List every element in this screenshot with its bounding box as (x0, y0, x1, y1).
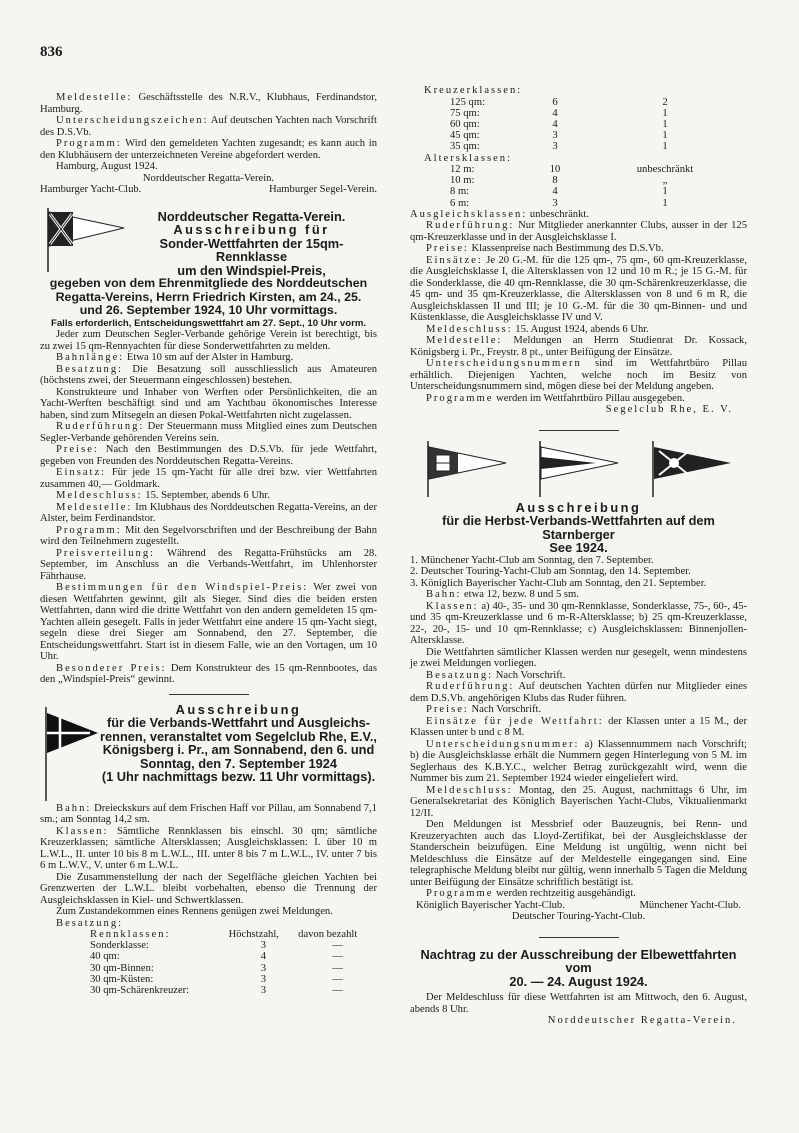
kreuzer-table (450, 97, 720, 153)
starnberg-burgees (410, 439, 747, 501)
starnberg-body (410, 589, 747, 900)
table-row (90, 974, 377, 985)
table-cell: 4 (552, 107, 558, 119)
table-cell: 1 (662, 186, 668, 198)
table-cell: — (332, 940, 343, 952)
list-item: 2. Deutscher Touring-Yacht-Club am Sonntag, den 14. September. (410, 566, 691, 578)
myc-burgee-icon (649, 439, 733, 499)
elbe-text: Der Meldeschluss für diese Wettfahrten ist am Mittwoch, den 6. August, abends 8 Uhr. (410, 992, 747, 1015)
table-cell: 3 (552, 141, 558, 153)
table-cell: 3 (552, 130, 558, 142)
rhe-body (40, 803, 377, 918)
table-cell: 35 qm: (450, 141, 480, 153)
field-text: Die Zusammenstellung der nach der Segelfläche gleichen Yachten bei Grenzwerten der L.W.L. bleibt vorbehalten, ebenso die Trennung der Ausgleichsklassen in Kiel- und Schwertklassen. (40, 871, 377, 906)
table-cell: 40 qm: (90, 951, 120, 963)
ndrv-paragraph (40, 329, 377, 352)
field-label: Meldestelle: (56, 92, 133, 103)
table-cell: „ (662, 175, 668, 187)
table-row (90, 985, 377, 996)
intro-paragraph (40, 138, 377, 161)
ndrv-header (40, 204, 377, 278)
field-label: Meldeschluss: (426, 784, 513, 796)
table-cell: 1 (662, 107, 668, 119)
ndrv-heading-6: und 26. September 1924, 10 Uhr vormittags. (79, 303, 338, 317)
ndrv-paragraph (40, 548, 377, 583)
field-label: Einsätze für jede Wettfahrt: (426, 715, 604, 727)
field-text: Nach Vorschrift. (468, 704, 542, 716)
field-label: Bahn: (426, 589, 462, 601)
field-text: Für jede 15 qm-Yacht für alle drei bzw. vier Wettfahrten zusammen 40,— Goldmark. (40, 467, 377, 490)
signature-ndrv: Norddeutscher Regatta-Verein. (142, 172, 275, 184)
field-label: Einsatz: (56, 467, 107, 478)
table-row (450, 108, 720, 119)
table-header: Rennklassen: (90, 929, 171, 940)
field-text: Sämtliche Rennklassen bis einschl. 30 qm; sämtliche Kreuzerklassen; sämtliche Altersklassen; Ausgleichsklassen: I. über 10 m L.W.L., II. unter 10 bis 8 m L.W.L., III. unter 8 bis 7 m L.W.L., IV. unter 7 bis 6 m L.W.V., V. unter 6 m L.W.L. (40, 825, 377, 871)
starnberg-paragraph (410, 739, 747, 785)
field-label: Preise: (426, 243, 469, 255)
field-text: Meldungen an Herrn Studienrat Dr. Kossack, Königsberg i. Pr., Freystr. 8 pt., unter Beifügung der Einsätze. (410, 335, 747, 358)
table-cell: unbeschränkt (636, 164, 694, 176)
kbyc-burgee-icon (424, 439, 508, 499)
rhe-paragraph (40, 872, 377, 907)
field-label: Unterscheidungsnummer: (426, 738, 580, 750)
table-cell: 30 qm-Küsten: (90, 973, 154, 985)
table-row (90, 940, 377, 951)
alters-label: Altersklassen: (424, 152, 513, 164)
field-label: Besatzung: (426, 669, 494, 681)
field-text: Wer zwei von diesen Wettfahrten gewinnt, gilt als Sieger. Sind dies die beiden ersten Wettfahrten, dann wird die dritte Wettfahrt von den andern gemeldeten 15 qm-Yachten allein gesegelt. Falls in jeder Wettfahrt eine andere 15 qm-Yacht siegt, segeln diese drei Sieger am Sonnabend, den 27. September, die Entscheidungswettfahrt. Start ist in diesem Falle, wie an den Vortagen, um 10 Uhr. (40, 582, 377, 662)
field-label: Unterscheidungszeichen: (56, 115, 209, 126)
field-text: 15. August 1924, abends 6 Uhr. (512, 323, 649, 335)
field-text: Mit den Segelvorschriften und der Beschreibung der Bahn wird den Teilnehmern zugestellt. (40, 524, 377, 547)
field-text: a) Klassennummern nach Vorschrift; b) die Ausgleichsklasse erhält die Nummern gegen Hinterlegung von 5 M. im Seglerhaus des K.B.Y.C., welcher Betrag zurückgezahlt wird, wenn die Nummer bis zum 21. September 1924 wieder eingeliefert wird. (410, 738, 747, 785)
rhe-paragraph (40, 906, 377, 918)
table-row (90, 951, 377, 962)
field-label: Preisverteilung: (56, 547, 156, 559)
kreuzer-label: Kreuzerklassen: (424, 85, 523, 96)
field-label: Einsätze: (426, 254, 483, 266)
ndrv-body (40, 329, 377, 686)
field-text: Je 20 G.-M. für die 125 qm-, 75 qm-, 60 qm-Kreuzerklasse, die Ausgleichsklasse I, die Altersklassen von 12 und 10 m R.; je 15 G.-M. für die Sonderklasse, die 40 qm-Rennklasse, die 30 qm-Schärenkreuzerklasse, die 45 qm- und 35 qm-Kreuzerklasse, die Altersklassen von 8 und 6 m R, die Ausgleichsklassen II und III; je 10 G.-M. für die 30 qm-Binnen- und und Küstenklasse, die Ausgleichsklasse IV und V. (410, 254, 747, 324)
field-label: Preise: (426, 704, 469, 716)
rhe-right-paragraph (410, 220, 747, 243)
rhe-right-paragraph (410, 324, 747, 336)
ndrv-heading-3: um den Windspiel-Preis, (177, 262, 326, 278)
field-text: Auf deutschen Yachten dürfen nur Mitglieder eines dem D.S.Vb. angehörigen Klubs das Ruder führen. (410, 681, 747, 704)
ndrv-burgee-icon (40, 204, 126, 274)
field-label: Meldeschluss: (426, 323, 513, 335)
ndrv-paragraph (40, 421, 377, 444)
table-cell: — (332, 962, 343, 974)
table-row (450, 198, 720, 209)
starnberg-paragraph (410, 647, 747, 670)
divider (169, 694, 249, 695)
field-text: Auf deutschen Yachten nach Vorschrift des D.S.Vb. (40, 115, 377, 138)
rhe-signature: Segelclub Rhe, E. V. (605, 404, 733, 416)
field-label: Meldestelle: (56, 501, 133, 513)
rhe-heading-2: für die Verbands-Wettfahrt und Ausgleichs- (106, 715, 371, 730)
table-row (450, 97, 720, 108)
field-label: Besatzung: (56, 363, 124, 375)
table-cell: 6 (552, 96, 558, 108)
signature-dtyc: Deutscher Touring-Yacht-Club. (511, 911, 646, 923)
dtyc-burgee-icon (536, 439, 620, 499)
field-text: Den Meldungen ist Messbrief oder Bauzeugnis, bei Renn- und Kreuzeryachten auch das Lloyd-Zertifikat, bei der Ausgleichsklasse der Standerschein beizufügen. Eine Meldung ist ungültig, wenn nicht bei Meldeschluss die Einsätze auf der Meldestelle eingegangen sind. Eine telegraphische Meldung bleibt nur gültig, wenn innerhalb 5 Tagen die Meldung unter Beifügung der Einsätze schriftlich bestätigt ist. (410, 819, 747, 888)
field-text: Wird den gemeldeten Yachten zugesandt; es kann auch in den Klubhäusern der unterzeichneten Vereine abgefordert werden. (40, 138, 377, 161)
starnberg-paragraph (410, 819, 747, 888)
field-label: Programm: (56, 138, 122, 149)
starnberg-heading-1: Ausschreibung (515, 499, 642, 515)
rhe-header (40, 703, 377, 803)
starnberg-paragraph (410, 670, 747, 682)
rhe-paragraph (40, 826, 377, 872)
rhe-body-right (410, 209, 747, 405)
starnberg-paragraph (410, 785, 747, 820)
list-item: 1. Münchener Yacht-Club am Sonntag, den 7. September. (410, 554, 654, 566)
table-cell: — (332, 973, 343, 985)
table-cell: 30 qm-Binnen: (90, 962, 154, 974)
rhe-heading-1: Ausschreibung (175, 701, 302, 717)
table-cell: 6 m: (450, 197, 470, 209)
field-text: Geschäftsstelle des N.R.V., Klubhaus, Ferdinandstor, Hamburg. (40, 92, 377, 115)
starnberg-heading-3: See 1924. (549, 540, 608, 556)
field-text: Der Steuermann muss Mitglied eines zum Deutschen Segler-Verbande gehörenden Vereins sein. (40, 421, 377, 444)
ndrv-paragraph (40, 352, 377, 364)
ndrv-paragraph (40, 467, 377, 490)
table-cell: Sonderklasse: (90, 940, 149, 952)
table-cell: 10 (549, 164, 561, 176)
rhe-right-paragraph (410, 255, 747, 324)
field-text: Zum Zustandekommen eines Rennens genügen zwei Meldungen. (56, 906, 333, 917)
table-cell: 1 (662, 197, 668, 209)
field-text: Montag, den 25. August, nachmittags 6 Uhr, im Generalsekretariat des Königlich Bayerischen Yacht-Clubs, Viktualienmarkt 12/II. (410, 784, 747, 819)
divider (539, 430, 619, 431)
table-cell: — (332, 951, 343, 963)
field-label: Preise: (56, 444, 99, 455)
table-cell: 4 (552, 118, 558, 130)
table-cell: 2 (662, 96, 668, 108)
field-label: Klassen: (426, 600, 479, 612)
field-text: Nach den Bestimmungen des D.S.Vb. für jede Wettfahrt, gegeben von Freunden des Norddeutschen Regatta-Vereins. (40, 444, 377, 467)
alters-table (450, 164, 720, 209)
starnberg-signature-row (410, 900, 747, 912)
ndrv-paragraph (40, 364, 377, 387)
field-label: Programm: (56, 524, 122, 536)
besatzung-table (90, 929, 377, 996)
ndrv-heading-4: gegeben von dem Ehrenmitgliede des Norddeutschen (49, 276, 368, 290)
field-label: Bahnlänge: (56, 352, 125, 363)
field-text: Während des Regatta-Frühstücks am 28. September, im Anschluss an die Verbands-Wettfahrt, im Uhlenhorster Fährhause. (40, 547, 377, 582)
list-item: 3. Königlich Bayerischer Yacht-Club am Sonntag, den 21. September. (410, 577, 707, 589)
elbe-signature: Norddeutscher Regatta-Verein. (547, 1015, 737, 1027)
field-text: werden im Wettfahrtbüro Pillau ausgegeben. (493, 392, 685, 404)
starnberg-list (410, 555, 747, 590)
field-text: sind im Wettfahrtbüro Pillau erhältlich. Diejenigen Yachten, welche noch im Besitz von Unterscheidungsnummern sind, mögen diese bei der Meldung angeben. (410, 358, 747, 393)
field-text: unbeschränkt. (527, 208, 589, 220)
starnberg-paragraph (410, 589, 747, 601)
field-label: Ruderführung: (426, 220, 515, 232)
table-cell: 125 qm: (450, 96, 486, 108)
ndrv-heading-5: Regatta-Vereins, Herrn Friedrich Kirsten, am 24., 25. (55, 289, 362, 304)
table-row (450, 186, 720, 197)
rhe-heading-5: Sonntag, den 7. September 1924 (140, 755, 337, 771)
date-line: Hamburg, August 1924. (56, 161, 158, 172)
starnberg-heading-2: für die Herbst-Verbands-Wettfahrten auf dem Starnberger (442, 513, 715, 542)
table-cell: 60 qm: (450, 118, 480, 130)
starnberg-paragraph (410, 704, 747, 716)
table-row (450, 175, 720, 186)
intro-paragraph (40, 92, 377, 115)
divider (539, 937, 619, 938)
table-cell: 3 (260, 985, 267, 997)
ndrv-paragraph (40, 502, 377, 525)
table-cell: 8 m: (450, 186, 470, 198)
field-label: Ruderführung: (426, 681, 515, 693)
starnberg-paragraph (410, 601, 747, 647)
field-text: Konstrukteure und Inhaber von Werften oder Persönlichkeiten, die an Yacht-Werften beschäftigt sind und am Yachtbau ökonomisches Interesse haben, sind zum Mitsegeln an diesen Pokal-Wettfahrten nicht zugelassen. (40, 386, 377, 421)
field-text: Die Wettfahrten sämtlicher Klassen werden nur gesegelt, wenn mindestens je zwei Meldungen vorliegen. (410, 646, 747, 670)
table-cell: 1 (662, 141, 668, 153)
table-cell: 3 (260, 940, 267, 952)
signature-myc: Münchener Yacht-Club. (639, 899, 741, 911)
field-label: Ausgleichsklassen: (410, 208, 528, 220)
starnberg-paragraph (410, 888, 747, 900)
field-text: Im Klubhaus des Norddeutschen Regatta-Vereins, an der Alster, beim Ferdinandstor. (40, 501, 377, 524)
table-cell: 3 (260, 962, 267, 974)
signature-hyc: Hamburger Yacht-Club. (40, 184, 142, 195)
field-label: Meldestelle: (426, 335, 503, 347)
field-text: Jeder zum Deutschen Segler-Verbande gehörige Verein ist berechtigt, bis zu zwei 15 qm-Rennyachten für diese Sonderwettfahrten zu melden. (40, 329, 377, 352)
field-text: Klassenpreise nach Bestimmung des D.S.Vb. (468, 243, 664, 255)
rhe-heading-4: Königsberg i. Pr., am Sonnabend, den 6. und (102, 742, 375, 757)
rhe-right-paragraph (410, 209, 747, 221)
table-cell: 45 qm: (450, 130, 480, 142)
field-label: Bestimmungen für den Windspiel-Preis: (56, 582, 309, 593)
ndrv-paragraph (40, 582, 377, 663)
starnberg-paragraph (410, 716, 747, 739)
table-row (450, 119, 720, 130)
table-row (450, 164, 720, 175)
table-cell: 4 (552, 186, 558, 198)
field-text: Die Besatzung soll ausschliesslich aus Amateuren (höchstens zwei, der Steuermann eingeschlossen) bestehen. (40, 363, 377, 386)
field-text: Nach Vorschrift. (493, 669, 566, 681)
intro-section (40, 92, 377, 161)
rhe-right-paragraph (410, 358, 747, 393)
field-text: a) 40-, 35- und 30 qm-Rennklasse, Sonderklasse, 75-, 60-, 45- und 35 qm-Kreuzerklasse und 6 m-R-Altersklasse; b) 25 qm-Kreuzerklasse, 22-, 20-, 15- und 10 qm-Rennklasse; c) Ausgleichsklassen: Binnenjollen-Altersklasse. (410, 600, 747, 647)
elbe-heading-2: 20. — 24. August 1924. (509, 973, 648, 989)
table-row (450, 141, 720, 152)
ndrv-paragraph (40, 663, 377, 686)
right-column (410, 85, 747, 1027)
table-cell: 4 (260, 951, 267, 963)
field-text: der Klassen unter a 15 M., der Klassen unter b und c 8 M. (410, 715, 747, 739)
left-column (40, 92, 377, 996)
elbe-heading-1: Nachtrag zu der Ausschreibung der Elbewettfahrten vom (420, 946, 737, 976)
table-header: Höchstzahl, (228, 929, 279, 940)
table-cell: 12 m: (450, 164, 475, 176)
field-label: Programme (426, 888, 494, 900)
rhe-paragraph (40, 803, 377, 826)
table-cell: 30 qm-Schärenkreuzer: (90, 985, 190, 997)
ndrv-paragraph (40, 525, 377, 548)
rhe-heading-3: rennen, veranstaltet vom Segelclub Rhe, E.V., (100, 728, 377, 744)
field-label: Unterscheidungsnummern (426, 358, 582, 370)
table-cell: 8 (552, 175, 558, 187)
field-label: Programme (426, 392, 494, 404)
signature-hsv: Hamburger Segel-Verein. (268, 184, 377, 195)
ndrv-title: Norddeutscher Regatta-Verein. (157, 208, 346, 224)
field-text: Dem Konstrukteur des 15 qm-Rennbootes, das den „Windspiel-Preis“ gewinnt. (40, 662, 377, 685)
table-row (90, 963, 377, 974)
rhe-right-paragraph (410, 335, 747, 358)
ndrv-heading-2: Sonder-Wettfahrten der 15qm-Rennklasse (159, 235, 344, 264)
table-cell: 10 m: (450, 175, 475, 187)
page-number: 836 (40, 44, 63, 60)
ndrv-paragraph (40, 490, 377, 502)
table-row (450, 130, 720, 141)
table-cell: — (332, 985, 343, 997)
field-text: etwa 12, bezw. 8 und 5 sm. (461, 589, 579, 601)
field-label: Besonderer Preis: (56, 662, 167, 674)
field-label: Meldeschluss: (56, 490, 143, 501)
field-text: Etwa 10 sm auf der Alster in Hamburg. (124, 352, 294, 363)
field-label: Bahn: (56, 802, 92, 814)
ndrv-paragraph (40, 444, 377, 467)
signature-kbyc: Königlich Bayerischer Yacht-Club. (416, 899, 565, 911)
table-cell: 75 qm: (450, 107, 480, 119)
field-label: Ruderführung: (56, 421, 145, 432)
field-text: 15. September, abends 6 Uhr. (142, 490, 270, 501)
table-header: davon bezahlt (298, 929, 358, 940)
field-text: Nur Mitglieder anerkannter Clubs, ausser in der 125 qm-Kreuzerklasse und in der Ausgleichsklasse I. (410, 220, 747, 243)
table-header-row (90, 929, 377, 940)
table-cell: 1 (662, 130, 668, 142)
table-cell: 1 (662, 118, 668, 130)
field-text: Dreieckskurs auf dem Frischen Haff vor Pillau, am Sonnabend 7,1 sm.; am Sonntag 14,2 sm. (40, 802, 377, 825)
rhe-burgee-icon (40, 703, 100, 803)
field-text: werden rechtzeitig ausgehändigt. (493, 888, 636, 900)
ndrv-heading-1: Ausschreibung für (173, 222, 330, 237)
ndrv-note: Falls erforderlich, Entscheidungswettfahrt am 27. Sept., 10 Uhr vorm. (50, 317, 367, 329)
besatzung-label: Besatzung: (56, 917, 124, 929)
ndrv-paragraph (40, 387, 377, 422)
rhe-right-paragraph (410, 243, 747, 255)
field-label: Klassen: (56, 825, 109, 837)
rhe-heading-6: (1 Uhr nachmittags bezw. 11 Uhr vormittags). (101, 769, 376, 784)
table-cell: 3 (260, 973, 267, 985)
starnberg-paragraph (410, 681, 747, 704)
signature-row (40, 184, 377, 196)
table-cell: 3 (552, 197, 558, 209)
rhe-right-paragraph (410, 393, 747, 405)
intro-paragraph (40, 115, 377, 138)
